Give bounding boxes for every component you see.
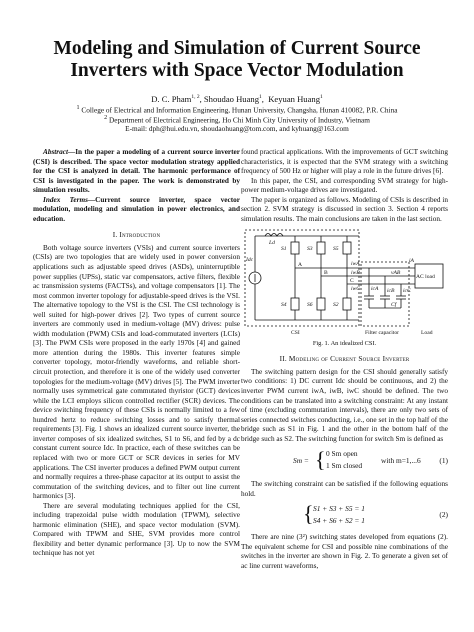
csi-circuit-diagram xyxy=(241,228,448,338)
label-ica: icA xyxy=(371,286,379,293)
author-1: D. C. Pham xyxy=(151,93,192,104)
affiliation-2-sup: 2 xyxy=(104,115,108,121)
label-node-b: B xyxy=(324,270,328,277)
equation-2-line-2: S4 + S6 + S2 = 1 xyxy=(313,516,365,526)
abstract-lead: Abstract xyxy=(43,148,68,156)
intro-paragraph-1: Both voltage source inverters (VSIs) and current source inverters (CSIs) are two topologies that are widely used in power conversion applications such as adjustable speed drives (ASDs), uninterruptible power supplies (UPSs), static var compensators, active filters, flexible ac transmission systems (FACTSs), and voltage compensators [1]. The most common inverter topology for adjustable-speed drives is the VSI. The alternative topology to the VSI is the CSI. The CSI technology is well suited for high-power drives [2]. Two types of current source inverters are commonly used in medium-voltage (MV) drives: pulse width modulation (PWM) CSIs and load-commutated inverters (LCIs) [3]. The PWM CSIs were proposed in the early 1970s [4] and gained more attention during the 1980s. This inverter features simple converter topology, motor-friendly waveforms, and reliable short-circuit protection, and therefore it is one of the widely used converter topologies for the medium-voltage (MV) drives [5]. The PWM inverter normally uses symmetrical gate commutated thyristor (GCT) devices while the LCI employs silicon controlled rectifier (SCR) devices. The device switching frequency of these CSIs is normally limited to a few hundred hertz to reduce switching losses and to satisfy thermal requirements [3]. Fig. 1 shows an idealized current source inverter, the inverter composes of six idealized switches, S1 to S6, and fed by a dc constant current source Idc. In practice, each of these switches can be replaced with two or more GCT or SCR devices in series for MV applications. The CSI inverter produces a defined PWM output current and normally requires a three-phase capacitor at its output to assist the commutation of the switching devices, and to filter out line current harmonics [3]. xyxy=(33,243,240,501)
label-iwa: iwA xyxy=(351,261,360,268)
label-csi-group: CSI xyxy=(291,330,300,337)
index-terms-text: —Current source inverter, space vector modulation, modeling and simulation in power electronics, and education. xyxy=(33,195,240,223)
right-paragraph-2: In this paper, the CSI, and corresponding SVM strategy for high-power medium-voltage drives are investigated. xyxy=(241,176,448,195)
abstract-text: —In the paper a modeling of a current source inverter (CSI) is described. The space vector modulation strategy applied for the CSI is analyzed in detail. The harmonic performance of CSI is investigated in the paper. The work is demonstrated by simulation results. xyxy=(33,148,240,195)
equation-1 xyxy=(241,447,448,477)
right-paragraph-1: found practical applications. With the improvements of GCT switching characteristics, it is expected that the SVM strategy with a switching frequency of 500 Hz or higher will play a role in the future drives [6]. xyxy=(241,148,448,176)
equation-1-case-open: 0 Sm open xyxy=(326,449,358,459)
label-ia: iA xyxy=(409,258,414,265)
equation-1-case-closed: 1 Sm closed xyxy=(326,461,363,471)
index-terms xyxy=(33,196,240,225)
affiliation-2-text: Department of Electrical Engineering, Ho Chi Minh City University of Industry, Vietnam xyxy=(108,115,370,125)
right-paragraph-4: The switching pattern design for the CSI should generally satisfy two conditions: 1) DC current Idc should be continuous, and 2) the inverter PWM current iwA, iwB, iwC should be defined. The two conditions can be translated into a switching constraint: At any instant of time (excluding commutation intervals), there are only two sets of series connected switches conducting, i.e., one set in the top half of the bridge such as S1 in Fig. 1 and the other in the bottom half of the bridge such as S2. The switching function for switch Sm is defined as xyxy=(241,367,448,443)
equation-1-number: (1) xyxy=(439,456,448,466)
label-s1: S1 xyxy=(281,246,287,253)
author-emails: E-mail: dph@hui.edu.vn, shoudaohuang@tom.com, and kyhuang@163.com xyxy=(125,124,349,133)
label-load: Load xyxy=(421,330,433,337)
index-terms-lead: Index Terms xyxy=(43,195,88,204)
label-cf: Cf xyxy=(391,302,397,309)
title-line-1: Modeling and Simulation of Current Source xyxy=(53,38,421,59)
label-s3: S3 xyxy=(307,246,313,253)
label-s6: S6 xyxy=(307,302,313,309)
author-3: Keyuan Huang xyxy=(268,93,321,104)
label-icc: icC xyxy=(403,288,411,295)
equation-1-lhs: Sm = xyxy=(293,456,309,466)
affiliation-1-text: College of Electrical and Information Engineering, Hunan University, Changsha, Hunan 410082, P.R. China xyxy=(81,105,398,115)
author-list: D. C. Pham$^{1, 2}$, Shoudao Huang$^1$, Keyuan Huang$^1$ xyxy=(151,93,323,104)
equation-1-condition: with m=1,...6 xyxy=(381,456,421,466)
author-1-sup: 1, 2 xyxy=(191,94,200,100)
author-3-sup: 1 xyxy=(320,94,323,100)
label-iwc: iwC xyxy=(351,286,361,293)
equation-2-line-1: S1 + S3 + S5 = 1 xyxy=(313,504,365,514)
right-paragraph-5: The switching constraint can be satisfied if the following equations hold. xyxy=(241,480,448,498)
label-vab: vAB xyxy=(391,270,401,277)
figure-idealized-csi xyxy=(241,228,448,338)
abstract xyxy=(33,148,240,196)
author-2-sup: 1 xyxy=(259,94,262,100)
section-heading-introduction: I. Introduction xyxy=(112,230,161,240)
right-paragraph-6: There are nine (3²) switching states developed from equations (2). The equivalent scheme for CSI and possible nine combinations of the switches in the inverter are shown in Fig. 2. To generate a given set of ac line current waveforms, xyxy=(241,533,448,571)
affiliation-1-sup: 1 xyxy=(76,105,80,111)
label-ld: Ld xyxy=(269,240,275,247)
equation-1-brace: { xyxy=(315,447,326,473)
label-icb: icB xyxy=(387,288,395,295)
label-idc: Idc xyxy=(246,257,254,264)
equation-2-number: (2) xyxy=(439,510,448,520)
label-iwb: iwB xyxy=(351,270,360,277)
label-s2: S2 xyxy=(333,302,339,309)
left-column xyxy=(33,148,240,559)
label-s5: S5 xyxy=(333,246,339,253)
right-paragraph-3: The paper is organized as follows. Modeling of CSIs is described in section 2. SVM strategy is discussed in section 3. Section 4 reports simulation results. The main conclusions are taken in the last section. xyxy=(241,195,448,223)
figure-caption: Fig. 1. An idealized CSI. xyxy=(312,340,377,348)
right-column xyxy=(241,148,448,572)
label-ac-load: AC load xyxy=(416,274,435,281)
intro-paragraph-2: There are several modulating techniques applied for the CSI, including trapezoidal pulse width modulation (TPWM), selective harmonic elimination (SHE), and space vector modulation (SVM). Compared with TPWM and SHE, SVM provides more control flexibility and better dynamic performance [3]. Up to now the SVM technique has not yet xyxy=(33,501,240,558)
label-filter-capacitor: Filter capacitor xyxy=(365,330,400,337)
title-line-2: Inverters with Space Vector Modulation xyxy=(70,60,404,81)
author-2: Shoudao Huang xyxy=(203,93,260,104)
label-node-c: C xyxy=(350,278,354,285)
label-node-a: A xyxy=(298,262,303,269)
equation-2 xyxy=(241,502,448,530)
label-s4: S4 xyxy=(281,302,287,309)
equation-2-brace: { xyxy=(303,501,314,527)
section-heading-modeling: II. Modeling of Current Source Inverter xyxy=(279,354,410,364)
paper-title xyxy=(24,38,450,82)
